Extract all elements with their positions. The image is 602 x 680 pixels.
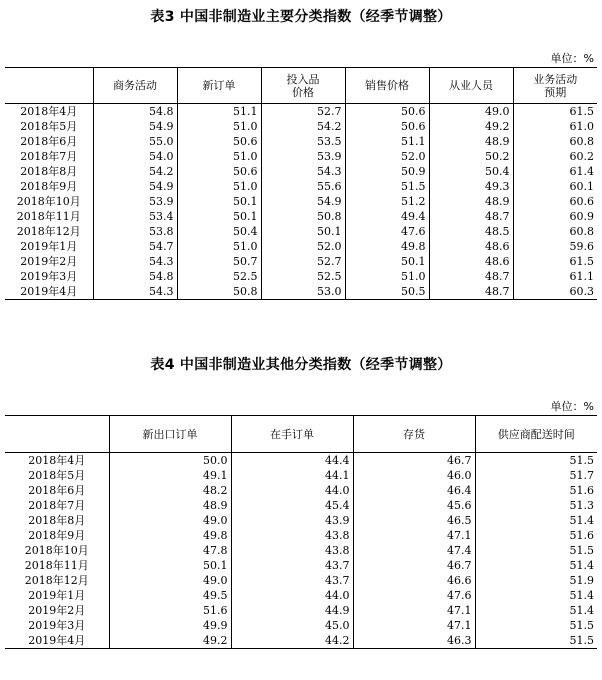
table-row <box>5 633 597 649</box>
table3-title: 表3 中国非制造业主要分类指数（经季节调整） <box>150 9 452 25</box>
table-row <box>5 269 597 284</box>
table-cell: 60.3 <box>513 284 597 300</box>
table-cell: 52.5 <box>261 269 345 284</box>
table-cell: 55.0 <box>93 134 177 149</box>
table3-header-sales-prices: 销售价格 <box>345 68 429 104</box>
table-cell: 48.7 <box>429 284 513 300</box>
table-cell: 50.8 <box>261 209 345 224</box>
table-cell: 51.4 <box>475 558 597 573</box>
row-month-label: 2019年3月 <box>28 619 86 632</box>
table-cell: 48.5 <box>429 224 513 239</box>
table-cell: 51.6 <box>475 483 597 498</box>
table-cell: 54.3 <box>93 284 177 300</box>
table-cell: 49.1 <box>109 468 231 483</box>
table-cell: 46.7 <box>353 453 475 469</box>
row-month-label: 2018年12月 <box>24 574 89 587</box>
table-cell: 46.7 <box>353 558 475 573</box>
table-row <box>5 284 597 300</box>
table-cell: 43.7 <box>231 573 353 588</box>
table-cell: 47.6 <box>345 224 429 239</box>
table-cell: 51.0 <box>177 239 261 254</box>
row-month-label: 2018年11月 <box>16 210 81 223</box>
row-month-label: 2019年2月 <box>28 604 86 617</box>
table-cell: 43.8 <box>231 528 353 543</box>
table-row <box>5 254 597 269</box>
table-cell: 54.7 <box>93 239 177 254</box>
table-cell: 51.5 <box>475 453 597 469</box>
table3-header-row <box>5 68 597 104</box>
table-cell: 44.2 <box>231 633 353 649</box>
table3-header-corner <box>5 68 93 104</box>
table-cell: 48.7 <box>429 269 513 284</box>
table-cell: 51.5 <box>475 633 597 649</box>
table-cell: 45.0 <box>231 618 353 633</box>
table-cell: 60.8 <box>513 134 597 149</box>
table4-header-new-export-orders: 新出口订单 <box>109 416 231 453</box>
row-month-label: 2018年5月 <box>20 120 78 133</box>
row-month-label: 2018年8月 <box>28 514 86 527</box>
table-cell: 52.7 <box>261 254 345 269</box>
table-cell: 54.0 <box>93 149 177 164</box>
row-month-label: 2019年4月 <box>20 285 78 298</box>
table-row <box>5 239 597 254</box>
table-cell: 51.5 <box>475 543 597 558</box>
table-cell: 51.4 <box>475 588 597 603</box>
table-cell: 49.5 <box>109 588 231 603</box>
row-month-label: 2018年10月 <box>16 195 81 208</box>
table-row <box>5 513 597 528</box>
table-cell: 60.8 <box>513 224 597 239</box>
table3-header-business-expectations: 业务活动 预期 <box>513 68 597 104</box>
table-cell: 48.7 <box>429 209 513 224</box>
table-cell: 50.1 <box>261 224 345 239</box>
table-cell: 53.4 <box>93 209 177 224</box>
row-month-label: 2019年1月 <box>28 589 86 602</box>
table-cell: 54.8 <box>93 104 177 120</box>
table-row <box>5 134 597 149</box>
table-cell: 46.6 <box>353 573 475 588</box>
table-cell: 44.9 <box>231 603 353 618</box>
table-cell: 53.9 <box>261 149 345 164</box>
row-month-label: 2018年4月 <box>20 105 78 118</box>
table-cell: 49.2 <box>429 119 513 134</box>
table-cell: 51.2 <box>345 194 429 209</box>
row-month-label: 2019年4月 <box>28 634 86 647</box>
table4-unit: 单位：% <box>550 400 594 413</box>
table-cell: 46.3 <box>353 633 475 649</box>
table-cell: 45.4 <box>231 498 353 513</box>
table-row <box>5 149 597 164</box>
table4-header-row <box>5 416 597 453</box>
table-cell: 53.0 <box>261 284 345 300</box>
table-cell: 51.7 <box>475 468 597 483</box>
table-cell: 54.8 <box>93 269 177 284</box>
table-cell: 44.0 <box>231 483 353 498</box>
table-cell: 51.0 <box>177 149 261 164</box>
table-cell: 54.3 <box>261 164 345 179</box>
table-cell: 47.1 <box>353 603 475 618</box>
table-cell: 43.9 <box>231 513 353 528</box>
table-cell: 54.9 <box>261 194 345 209</box>
row-month-label: 2018年6月 <box>28 484 86 497</box>
table-cell: 50.1 <box>177 209 261 224</box>
table-cell: 54.2 <box>261 119 345 134</box>
table-row <box>5 104 597 120</box>
table-cell: 44.0 <box>231 588 353 603</box>
table-cell: 49.0 <box>429 104 513 120</box>
table-cell: 52.0 <box>261 239 345 254</box>
table-cell: 54.2 <box>93 164 177 179</box>
table3-header-employment: 从业人员 <box>429 68 513 104</box>
table-cell: 52.0 <box>345 149 429 164</box>
table-cell: 51.9 <box>475 573 597 588</box>
table-cell: 48.9 <box>429 134 513 149</box>
table-cell: 50.6 <box>177 164 261 179</box>
table-cell: 48.6 <box>429 239 513 254</box>
table-row <box>5 164 597 179</box>
table-cell: 48.9 <box>429 194 513 209</box>
table-cell: 47.4 <box>353 543 475 558</box>
row-month-label: 2019年1月 <box>20 240 78 253</box>
table-row <box>5 453 597 469</box>
table-cell: 47.1 <box>353 528 475 543</box>
table-row <box>5 573 597 588</box>
table-row <box>5 224 597 239</box>
table-cell: 50.9 <box>345 164 429 179</box>
table3-header-input-prices: 投入品 价格 <box>261 68 345 104</box>
table-cell: 49.8 <box>345 239 429 254</box>
table-cell: 51.1 <box>177 104 261 120</box>
table-cell: 61.1 <box>513 269 597 284</box>
table4-title: 表4 中国非制造业其他分类指数（经季节调整） <box>150 357 452 373</box>
table-cell: 51.6 <box>475 528 597 543</box>
table-cell: 54.9 <box>93 179 177 194</box>
table-cell: 51.6 <box>109 603 231 618</box>
table-cell: 61.4 <box>513 164 597 179</box>
table-cell: 61.5 <box>513 254 597 269</box>
table-cell: 50.2 <box>429 149 513 164</box>
row-month-label: 2018年8月 <box>20 165 78 178</box>
table-cell: 46.4 <box>353 483 475 498</box>
table-cell: 48.2 <box>109 483 231 498</box>
table4-header-inventory: 存货 <box>353 416 475 453</box>
table-cell: 43.8 <box>231 543 353 558</box>
table-row <box>5 483 597 498</box>
table-cell: 50.8 <box>177 284 261 300</box>
table-cell: 51.4 <box>475 603 597 618</box>
table-cell: 50.0 <box>109 453 231 469</box>
row-month-label: 2018年9月 <box>28 529 86 542</box>
table-cell: 53.9 <box>93 194 177 209</box>
table-row <box>5 618 597 633</box>
row-month-label: 2019年2月 <box>20 255 78 268</box>
table-cell: 48.6 <box>429 254 513 269</box>
table-cell: 49.3 <box>429 179 513 194</box>
table3-header-business-activity: 商务活动 <box>93 68 177 104</box>
row-month-label: 2018年12月 <box>16 225 81 238</box>
table-cell: 51.0 <box>345 269 429 284</box>
table-cell: 61.0 <box>513 119 597 134</box>
row-month-label: 2018年10月 <box>24 544 89 557</box>
table-cell: 50.4 <box>429 164 513 179</box>
table-cell: 50.6 <box>177 134 261 149</box>
table-cell: 53.5 <box>261 134 345 149</box>
table-cell: 51.5 <box>475 618 597 633</box>
table3-unit: 单位：% <box>550 52 594 65</box>
table-cell: 61.5 <box>513 104 597 120</box>
table-row <box>5 498 597 513</box>
table-cell: 59.6 <box>513 239 597 254</box>
table4-header-backlog-orders: 在手订单 <box>231 416 353 453</box>
table-row <box>5 194 597 209</box>
table-cell: 50.1 <box>109 558 231 573</box>
table-cell: 60.2 <box>513 149 597 164</box>
table-cell: 50.6 <box>345 104 429 120</box>
table-cell: 44.1 <box>231 468 353 483</box>
table-row <box>5 119 597 134</box>
table-cell: 51.0 <box>177 179 261 194</box>
table4-header-supplier-delivery-times: 供应商配送时间 <box>475 416 597 453</box>
row-month-label: 2018年7月 <box>20 150 78 163</box>
table-cell: 47.8 <box>109 543 231 558</box>
table3-header-new-orders: 新订单 <box>177 68 261 104</box>
table-cell: 54.9 <box>93 119 177 134</box>
table-row <box>5 468 597 483</box>
table-cell: 48.9 <box>109 498 231 513</box>
table-cell: 50.1 <box>345 254 429 269</box>
table-cell: 47.1 <box>353 618 475 633</box>
table-cell: 60.6 <box>513 194 597 209</box>
table-cell: 47.6 <box>353 588 475 603</box>
row-month-label: 2018年7月 <box>28 499 86 512</box>
table-row <box>5 543 597 558</box>
table4-header-corner <box>5 416 109 453</box>
table-cell: 54.3 <box>93 254 177 269</box>
table-cell: 52.5 <box>177 269 261 284</box>
table-row <box>5 588 597 603</box>
table-cell: 51.4 <box>475 513 597 528</box>
table-cell: 50.6 <box>345 119 429 134</box>
table-cell: 60.1 <box>513 179 597 194</box>
row-month-label: 2019年3月 <box>20 270 78 283</box>
table-cell: 51.0 <box>177 119 261 134</box>
row-month-label: 2018年4月 <box>28 454 86 467</box>
table-cell: 51.3 <box>475 498 597 513</box>
table-row <box>5 558 597 573</box>
table-cell: 51.1 <box>345 134 429 149</box>
table-cell: 45.6 <box>353 498 475 513</box>
table-row <box>5 179 597 194</box>
table-cell: 51.5 <box>345 179 429 194</box>
table-cell: 49.2 <box>109 633 231 649</box>
table-row <box>5 528 597 543</box>
table-cell: 50.5 <box>345 284 429 300</box>
table-cell: 50.1 <box>177 194 261 209</box>
table-cell: 44.4 <box>231 453 353 469</box>
table-cell: 52.7 <box>261 104 345 120</box>
row-month-label: 2018年6月 <box>20 135 78 148</box>
table-cell: 49.9 <box>109 618 231 633</box>
table-cell: 46.5 <box>353 513 475 528</box>
table-cell: 53.8 <box>93 224 177 239</box>
table-cell: 60.9 <box>513 209 597 224</box>
row-month-label: 2018年5月 <box>28 469 86 482</box>
table-row <box>5 603 597 618</box>
table-cell: 49.8 <box>109 528 231 543</box>
table-cell: 49.4 <box>345 209 429 224</box>
table4 <box>5 415 597 649</box>
row-month-label: 2018年11月 <box>24 559 89 572</box>
table-cell: 46.0 <box>353 468 475 483</box>
table-cell: 55.6 <box>261 179 345 194</box>
table-cell: 49.0 <box>109 513 231 528</box>
table-cell: 43.7 <box>231 558 353 573</box>
table3 <box>5 67 597 300</box>
table-cell: 49.0 <box>109 573 231 588</box>
table-cell: 50.7 <box>177 254 261 269</box>
table-cell: 50.4 <box>177 224 261 239</box>
table-row <box>5 209 597 224</box>
row-month-label: 2018年9月 <box>20 180 78 193</box>
